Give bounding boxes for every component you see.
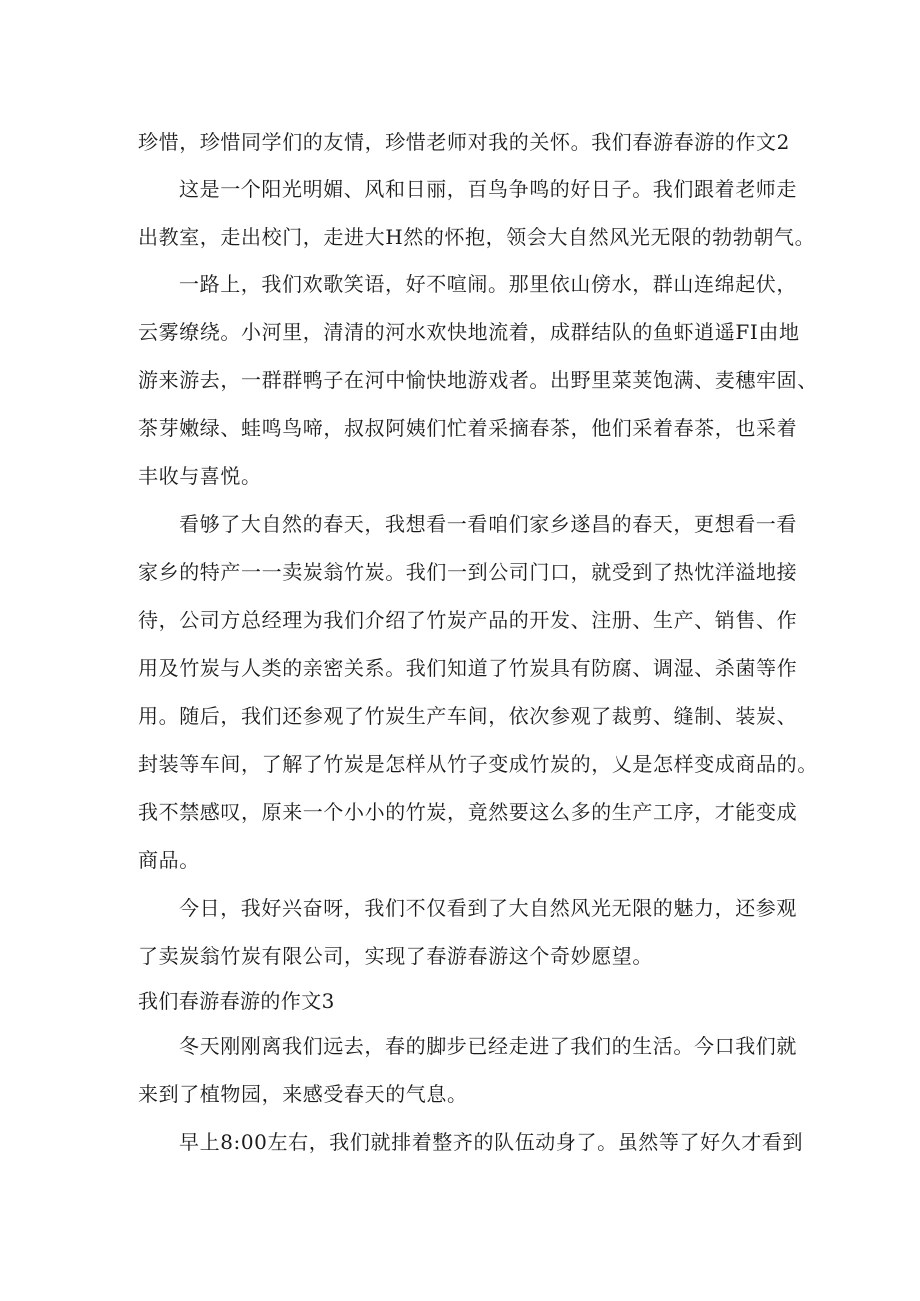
text-line: 用。随后，我们还参观了竹炭生产车间，依次参观了裁剪、缝制、装炭、 (138, 704, 798, 728)
text-line: 用及竹炭与人类的亲密关系。我们知道了竹炭具有防腐、调湿、杀菌等作 (138, 656, 798, 680)
text-line: 云雾缭绕。小河里，清清的河水欢快地流着，成群结队的鱼虾逍遥FI由地 (138, 320, 800, 344)
text-line: 家乡的特产一一卖炭翁竹炭。我们一到公司门口，就受到了热忱洋溢地接 (138, 560, 798, 584)
text-line: 丰收与喜悦。 (138, 464, 262, 488)
text-line: 了卖炭翁竹炭有限公司，实现了春游春游这个奇妙愿望。 (138, 944, 653, 968)
text-line: 今日，我好兴奋呀，我们不仅看到了大自然风光无限的魅力，还参观 (179, 896, 797, 920)
text-line: 封装等车间，了解了竹炭是怎样从竹子变成竹炭的，乂是怎样变成商品的。 (138, 752, 818, 776)
text-line: 冬天刚刚离我们远去，春的脚步已经走进了我们的生活。今口我们就 (179, 1034, 797, 1058)
section-heading: 我们春游春游的作文3 (138, 989, 335, 1013)
text-line: 来到了植物园，来感受春天的气息。 (138, 1082, 468, 1106)
text-line: 这是一个阳光明媚、风和日丽，百鸟争鸣的好日子。我们跟着老师走 (179, 177, 797, 201)
text-line: 商品。 (138, 848, 200, 872)
text-line: 待，公司方总经理为我们介绍了竹炭产品的开发、注册、生产、销售、作 (138, 608, 798, 632)
text-line: 看够了大自然的春天，我想看一看咱们家乡遂昌的春天，更想看一看 (179, 512, 797, 536)
text-line: 游来游去，一群群鸭子在河中愉快地游戏者。出野里菜荚饱满、麦穗牢固、 (138, 368, 818, 392)
text-line: 茶芽嫩绿、蛙鸣鸟啼，叔叔阿姨们忙着采摘春茶，他们采着春茶，也采着 (138, 416, 798, 440)
text-line: 珍惜，珍惜同学们的友情，珍惜老师对我的关怀。我们春游春游的作文2 (138, 130, 790, 154)
text-line: 出教室，走出校门，走进大H然的怀抱，领会大自然风光无限的勃勃朝气。 (138, 225, 816, 249)
text-line: 一路上，我们欢歌笑语，好不喧闹。那里依山傍水，群山连绵起伏， (179, 272, 797, 296)
text-line: 我不禁感叹，原来一个小小的竹炭，竟然要这么多的生产工序，才能变成 (138, 800, 798, 824)
text-line: 早上8:00左右，我们就排着整齐的队伍动身了。虽然等了好久才看到 (179, 1130, 804, 1154)
